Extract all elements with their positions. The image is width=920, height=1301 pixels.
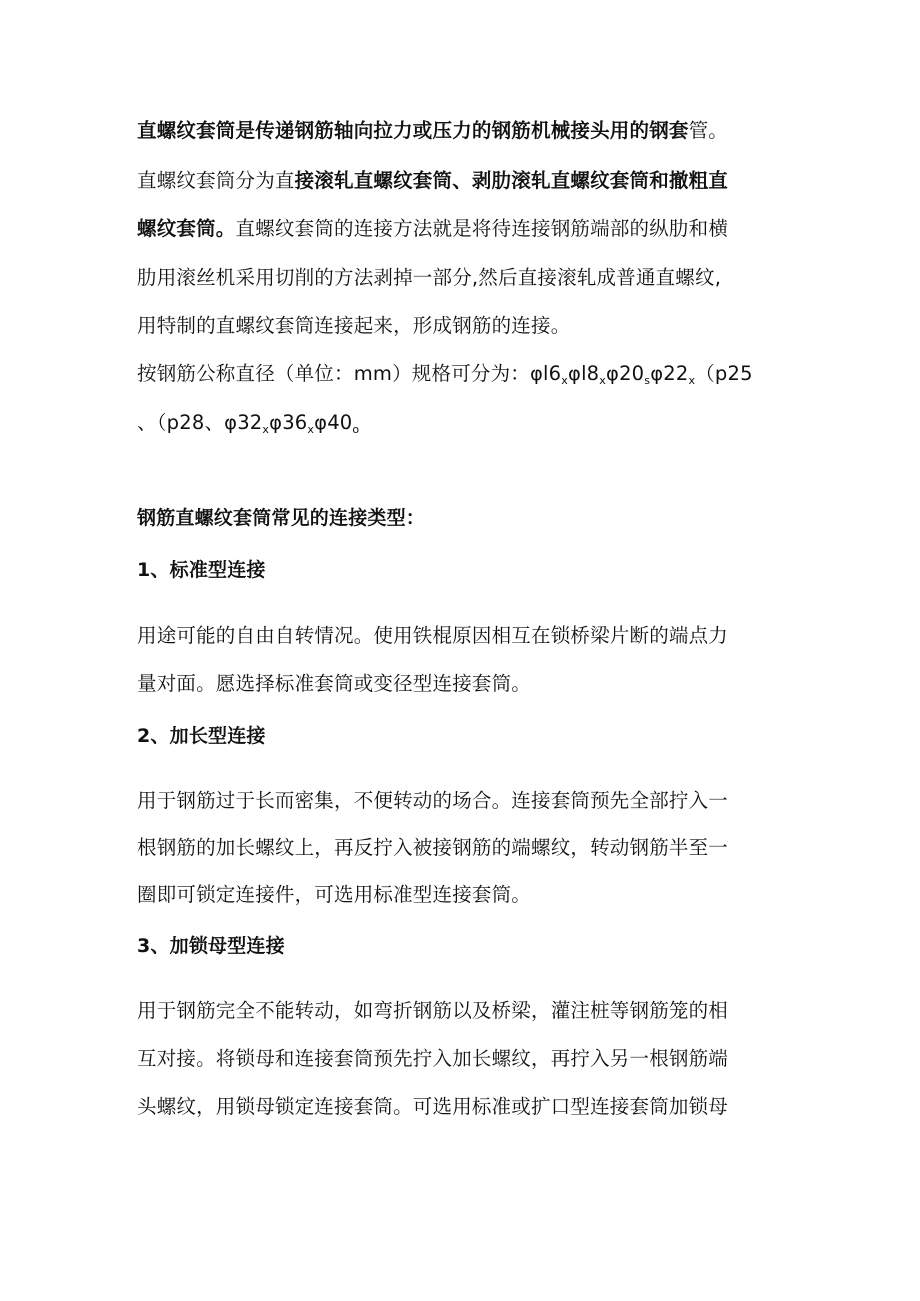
- section-2-heading: 2、加长型连接: [137, 725, 266, 747]
- intro-line-2-bold: 接滚轧直螺纹套筒、剥肋滚轧直螺纹套筒和撤粗直: [294, 169, 729, 192]
- section-2-line-1: 用于钢筋过于长而密集，不便转动的场合。连接套筒预先全部拧入一: [137, 789, 729, 812]
- intro-line-1: [137, 117, 728, 145]
- section-3-line-2: 互对接。将锁母和连接套筒预先拧入加长螺纹，再拧入另一根钢筋端: [137, 1047, 729, 1070]
- specs-line-2: [137, 409, 359, 437]
- specs-text-2b: φ36: [269, 411, 308, 434]
- specs-sub-1: x: [561, 374, 568, 387]
- section-1-line-1: 用途可能的自由自转情况。使用铁棍原因相互在锁桥梁片断的端点力: [137, 624, 729, 647]
- intro-line-1-bold: 直螺纹套筒是传递钢筋轴向拉力或压力的钢筋机械接头用的钢套: [137, 119, 689, 142]
- specs-sub-2: x: [599, 374, 607, 387]
- section-3-heading: 3、加锁母型连接: [137, 935, 285, 957]
- intro-line-5: 用特制的直螺纹套筒连接起来，形成钢筋的连接。: [137, 314, 571, 337]
- specs-sub-7: o: [352, 423, 360, 436]
- specs-sub-3: s: [644, 374, 651, 387]
- intro-line-3-bold: 螺纹套筒。: [137, 217, 236, 240]
- intro-line-4: 肋用滚丝机采用切削的方法剥掉一部分,然后直接滚轧成普通直螺纹,: [137, 266, 722, 289]
- specs-line-1: [137, 360, 753, 388]
- specs-text-2a: 、（p28、φ32: [137, 411, 263, 434]
- section-1-heading: 1、标准型连接: [137, 559, 266, 581]
- specs-text-1d: φ22: [650, 362, 689, 385]
- section-3-line-3: 头螺纹，用锁母锁定连接套筒。可选用标准或扩口型连接套筒加锁母: [137, 1095, 729, 1118]
- intro-line-3: [137, 215, 728, 243]
- section-2-line-3: 圈即可锁定连接件，可选用标准型连接套筒。: [137, 883, 532, 906]
- intro-line-3-rest: 直螺纹套筒的连接方法就是将待连接钢筋端部的纵肋和横: [235, 217, 729, 240]
- section-1-line-2: 量对面。愿选择标准套筒或变径型连接套筒。: [137, 672, 532, 695]
- section-3-line-1: 用于钢筋完全不能转动，如弯折钢筋以及桥梁，灌注桩等钢筋笼的相: [137, 999, 729, 1022]
- intro-line-1-rest: 管。: [688, 119, 729, 142]
- specs-text-1c: φ20: [606, 362, 645, 385]
- specs-text-2c: φ40: [314, 411, 353, 434]
- specs-sub-6: x: [307, 423, 315, 436]
- specs-text-1a: 按钢筋公称直径（单位：mm）规格可分为：φl6: [137, 362, 562, 385]
- section-2-line-2: 根钢筋的加长螺纹上，再反拧入被接钢筋的端螺纹，转动钢筋半至一: [137, 836, 729, 859]
- types-title: 钢筋直螺纹套筒常见的连接类型：: [137, 507, 426, 529]
- specs-sub-4: x: [688, 374, 696, 387]
- specs-text-1b: φl8: [568, 362, 600, 385]
- specs-text-1e: （p25: [695, 362, 753, 385]
- intro-line-2: [137, 167, 728, 195]
- intro-line-2-plain: 直螺纹套筒分为直: [137, 169, 295, 192]
- specs-sub-5: x: [262, 423, 270, 436]
